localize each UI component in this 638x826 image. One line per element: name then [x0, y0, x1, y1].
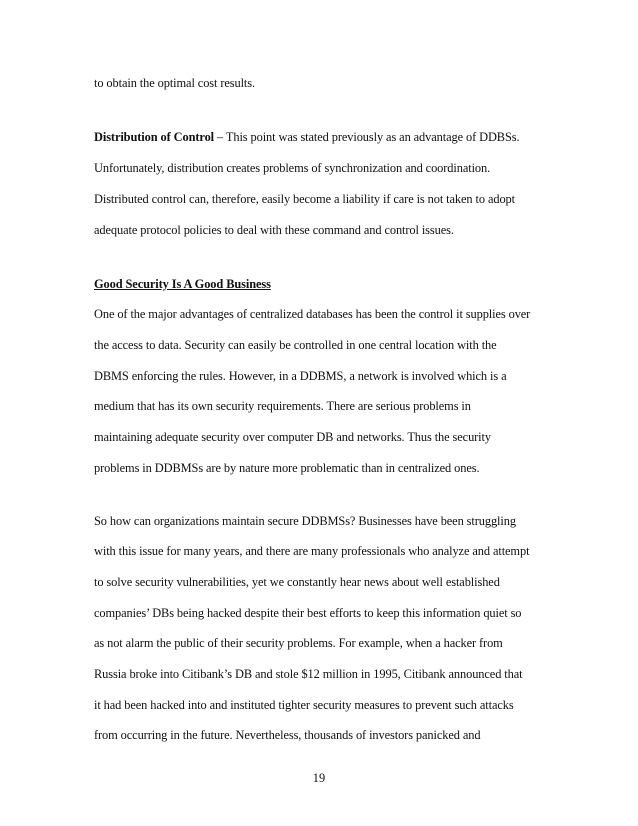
- organizations-line: from occurring in the future. Nevertheless, thousands of investors panicked and: [94, 728, 481, 742]
- distribution-first-line-text: – This point was stated previously as an advantage of DDBSs.: [214, 130, 520, 144]
- distribution-heading: Distribution of Control: [94, 130, 215, 144]
- distribution-first-line: [94, 129, 519, 145]
- organizations-line: So how can organizations maintain secure DDBMSs? Businesses have been struggling: [94, 514, 516, 528]
- distribution-line: Distributed control can, therefore, easily become a liability if care is not taken to adopt: [94, 192, 515, 206]
- security-line: maintaining adequate security over computer DB and networks. Thus the security: [94, 430, 491, 444]
- organizations-line: companies’ DBs being hacked despite their best efforts to keep this information quiet so: [94, 606, 522, 620]
- organizations-line: Russia broke into Citibank’s DB and stole $12 million in 1995, Citibank announced that: [94, 667, 523, 681]
- security-line: problems in DDBMSs are by nature more problematic than in centralized ones.: [94, 461, 480, 475]
- organizations-line: it had been hacked into and instituted tighter security measures to prevent such attacks: [94, 698, 514, 712]
- distribution-line: adequate protocol policies to deal with these command and control issues.: [94, 223, 454, 237]
- organizations-line: as not alarm the public of their security problems. For example, when a hacker from: [94, 636, 503, 650]
- page-number: 19: [312, 771, 326, 785]
- intro-line: to obtain the optimal cost results.: [94, 76, 255, 90]
- organizations-line: to solve security vulnerabilities, yet we constantly hear news about well established: [94, 575, 500, 589]
- security-line: DBMS enforcing the rules. However, in a DDBMS, a network is involved which is a: [94, 369, 507, 383]
- security-heading: Good Security Is A Good Business: [94, 277, 271, 291]
- organizations-line: with this issue for many years, and there are many professionals who analyze and attempt: [94, 544, 530, 558]
- security-line: medium that has its own security requirements. There are serious problems in: [94, 399, 471, 413]
- distribution-line: Unfortunately, distribution creates problems of synchronization and coordination.: [94, 161, 491, 175]
- security-line: One of the major advantages of centralized databases has been the control it supplies over: [94, 307, 531, 321]
- security-line: the access to data. Security can easily be controlled in one central location with the: [94, 338, 497, 352]
